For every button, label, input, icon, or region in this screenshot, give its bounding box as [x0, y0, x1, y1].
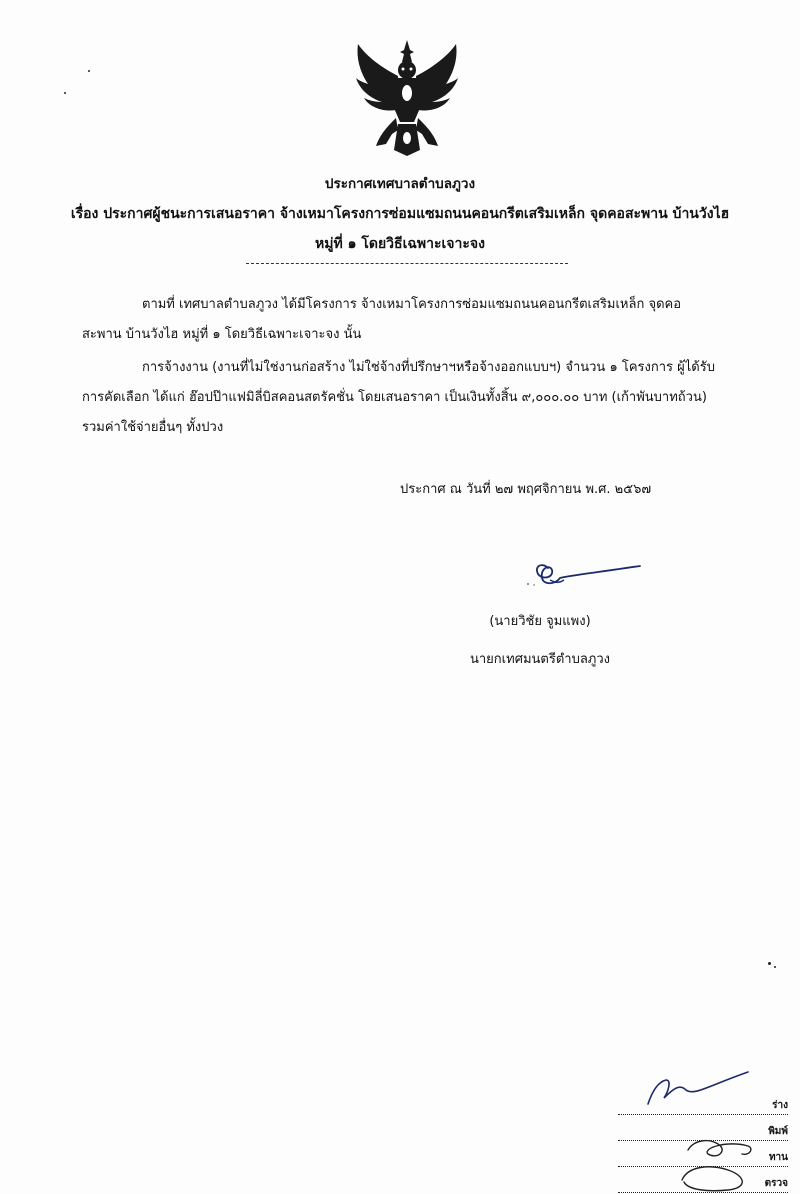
approval-check-block [618, 1068, 800, 1194]
scan-speck [774, 966, 776, 968]
subject-line-2: หมู่ที่ ๑ โดยวิธีเฉพาะเจาะจง [315, 236, 485, 252]
para2-line3: รวมค่าใช้จ่ายอื่นๆ ทั้งปวง [82, 420, 224, 435]
check-row-draft [618, 1098, 788, 1115]
para2-line2: การคัดเลือก ได้แก่ ฮ๊อปป๊าแฟมิลี่บิสคอนสตรัคชั่น โดยเสนอราคา เป็นเงินทั้งสิ้น ๙,๐๐๐.๐๐ บาท (เก้าพันบาทถ้วน) [82, 390, 707, 405]
announcement-date: ประกาศ ณ วันที่ ๒๗ พฤศจิกายน พ.ศ. ๒๕๖๗ [400, 482, 652, 497]
scan-speck [768, 962, 771, 965]
handwritten-signature [520, 558, 650, 594]
signatory-name: (นายวิชัย จูมแพง) [489, 614, 591, 629]
check-label-print: พิมพ์ [768, 1126, 788, 1137]
scan-speck [64, 92, 66, 94]
organization-title: ประกาศเทศบาลตำบลภูวง [324, 176, 476, 192]
subject-line-1: เรื่อง ประกาศผู้ชนะการเสนอราคา จ้างเหมาโครงการซ่อมแซมถนนคอนกรีตเสริมเหล็ก จุดคอสะพาน บ้านวังไฮ [70, 206, 730, 222]
paragraph-1 [82, 290, 742, 350]
check-label-draft: ร่าง [772, 1100, 788, 1111]
para1-line2: สะพาน บ้านวังไฮ หมู่ที่ ๑ โดยวิธีเฉพาะเจาะจง นั้น [82, 327, 362, 342]
check-row-verify [618, 1176, 788, 1193]
separator-line [246, 263, 568, 264]
signatory-position: นายกเทศมนตรีตำบลภูวง [470, 652, 610, 667]
para1-line1: ตามที่ เทศบาลตำบลภูวง ได้มีโครงการ จ้างเหมาโครงการซ่อมแซมถนนคอนกรีตเสริมเหล็ก จุดคอ [142, 297, 682, 312]
check-label-verify: ตรวจ [764, 1178, 788, 1189]
scan-speck [88, 70, 90, 72]
check-label-proof: ทาน [768, 1152, 788, 1163]
check-row-proof [618, 1150, 788, 1167]
para2-line1: การจ้างงาน (งานที่ไม่ใช่งานก่อสร้าง ไม่ใช่จ้างที่ปรึกษาฯหรือจ้างออกแบบฯ) จำนวน ๑ โครงการ ผู้ได้รับ [142, 360, 715, 375]
garuda-emblem-icon [352, 38, 462, 158]
check-row-print [618, 1124, 788, 1141]
paragraph-2 [82, 353, 742, 443]
